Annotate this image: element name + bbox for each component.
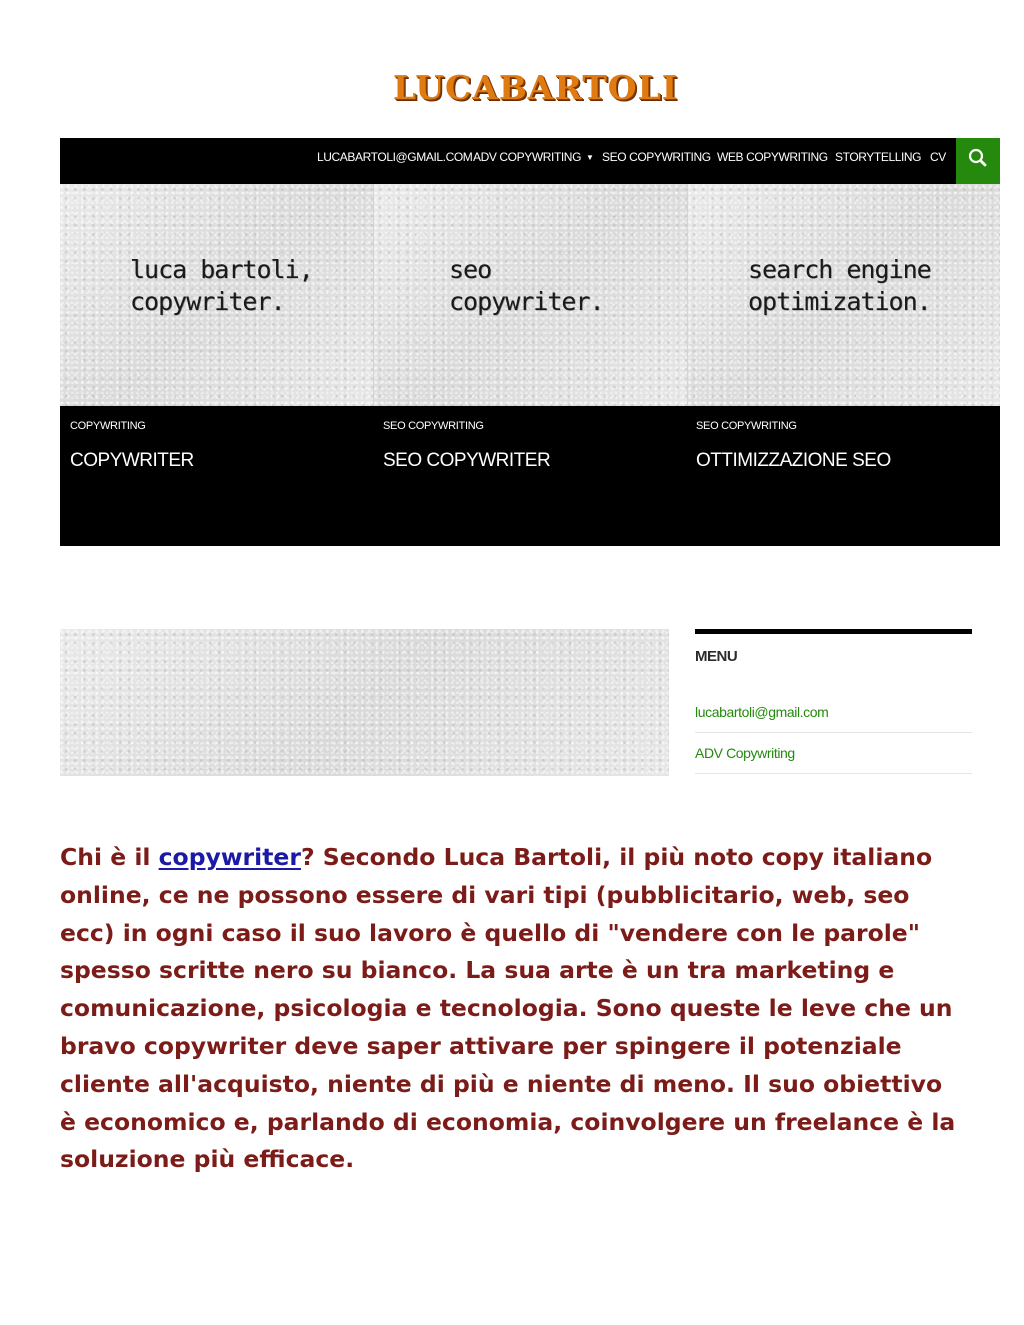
search-icon [956,138,1000,184]
card-category[interactable]: SEO COPYWRITING [383,420,484,432]
article-text: Chi è il [60,843,159,871]
nav-item-storytelling[interactable]: STORYTELLING [835,150,922,164]
hero-text [449,254,685,318]
article-paragraph [60,839,960,1179]
card-title[interactable]: SEO COPYWRITER [383,450,551,471]
nav-item-label: ADV COPYWRITING [473,150,582,164]
hero-text [748,254,998,318]
featured-cards [60,406,1000,546]
card-category[interactable]: SEO COPYWRITING [696,420,797,432]
website-screenshot [60,138,1000,776]
chevron-down-icon: ▼ [586,153,594,162]
post-featured-image[interactable] [60,629,669,776]
hero-line: copywriter. [130,287,285,316]
widget-separator [695,732,972,733]
widget-divider [695,629,972,634]
top-navigation-bar [60,138,1000,184]
hero-line: search engine [748,255,931,284]
hero-line: copywriter. [449,287,604,316]
featured-card[interactable] [373,406,686,546]
card-title[interactable]: COPYWRITER [70,450,194,471]
copywriter-link[interactable]: copywriter [158,843,301,871]
widget-separator [695,773,972,774]
search-button[interactable] [956,138,1000,184]
sidebar-link-email[interactable]: lucabartoli@gmail.com [695,704,829,720]
nav-item-email[interactable]: LUCABARTOLI@GMAIL.COM [317,150,473,164]
featured-card[interactable] [60,406,373,546]
hero-image-seo-copywriter[interactable] [373,184,688,406]
hero-image-search-engine[interactable] [687,184,1000,406]
site-title: LUCABARTOLI [392,68,679,107]
nav-item-cv[interactable]: CV [930,150,946,164]
sidebar-menu-title: MENU [695,648,738,665]
hero-line: optimization. [748,287,931,316]
hero-line: luca bartoli, [130,255,313,284]
main-content-area [60,546,1000,776]
hero-line: seo [449,255,492,284]
nav-item-web-copywriting[interactable]: WEB COPYWRITING [717,150,828,164]
sidebar-link-adv-copywriting[interactable]: ADV Copywriting [695,745,795,761]
hero-image-copywriter[interactable] [60,184,373,406]
article-text: ? Secondo Luca Bartoli, il più noto copy italiano online, ce ne possono essere di vari tipi (pubblicitario, web, seo ecc) in ogni caso il suo lavoro è quello di "vendere con le parole" spesso scritte nero su bianco. La sua arte è un tra marketing e comunicazione, psicologia e tecnologia. Sono queste le leve che un bravo copywriter deve saper attivare per spingere il potenziale cliente all'acquisto, niente di più e niente di meno. Il suo obiettivo è economico e, parlando di economia, coinvolgere un freelance è la soluzione più efficace. [60,843,956,1174]
nav-item-adv-copywriting[interactable] [473,138,594,184]
card-title[interactable]: OTTIMIZZAZIONE SEO [696,450,891,471]
hero-text [130,254,370,318]
nav-item-seo-copywriting[interactable]: SEO COPYWRITING [602,150,711,164]
card-category[interactable]: COPYWRITING [70,420,146,432]
featured-card[interactable] [686,406,999,546]
